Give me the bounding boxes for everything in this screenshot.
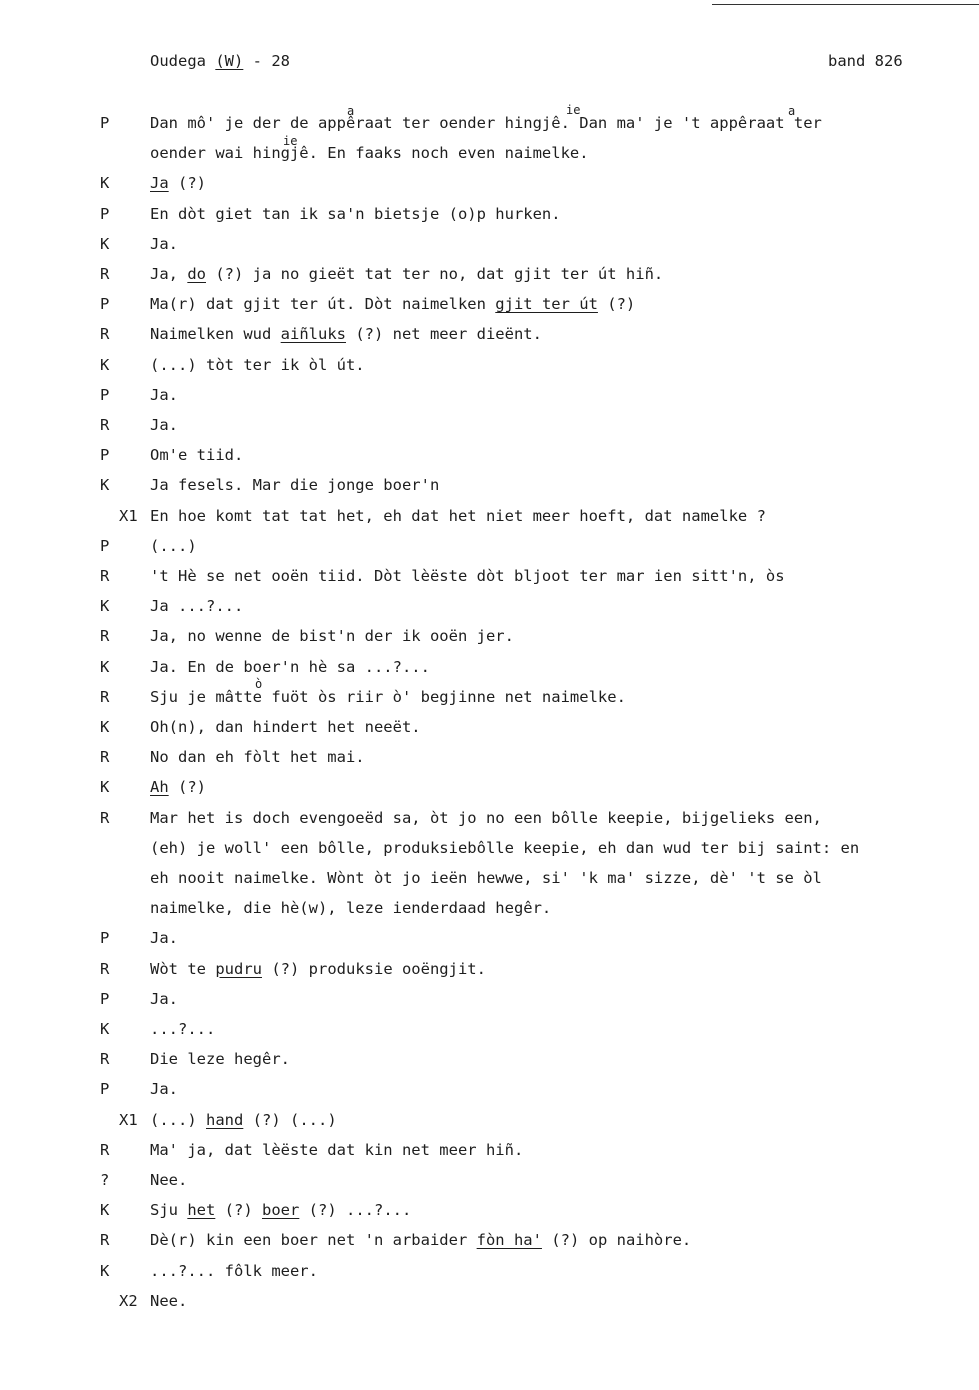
speaker-code: ? — [100, 1171, 110, 1189]
transcript-line — [0, 112, 979, 134]
utterance-segment: Naimelken wud — [150, 325, 281, 344]
transcript-line — [0, 1048, 979, 1070]
underlined-word: fòn ha' — [476, 1231, 542, 1250]
transcript-line — [0, 384, 979, 406]
speaker-code: P — [100, 929, 110, 948]
utterance-segment: ...?... fôlk meer. — [150, 1261, 318, 1280]
utterance-text — [150, 1229, 691, 1251]
utterance-text — [150, 595, 243, 617]
utterance-segment: Ja fesels. Mar die jonge boer'n — [150, 476, 440, 495]
transcript-line — [0, 1109, 979, 1131]
utterance-text — [150, 1018, 215, 1040]
transcript-line — [0, 1290, 979, 1312]
speaker-code: K — [100, 174, 110, 193]
speaker-code: R — [100, 808, 110, 827]
utterance-segment: (?) net meer dieënt. — [345, 325, 542, 344]
underlined-word: hand — [206, 1110, 244, 1129]
underlined-word: Ja — [150, 174, 169, 193]
speaker-code: K — [100, 1201, 110, 1220]
transcript-line — [0, 1078, 979, 1100]
underlined-word: Ah — [150, 778, 169, 797]
utterance-segment: Mar het is doch evengoeëd sa, òt jo no een bôlle keepie, bijgelieks een, — [150, 808, 822, 827]
utterance-text — [150, 807, 822, 829]
transcript-line — [0, 927, 979, 949]
superscript-marker: ie — [566, 103, 581, 117]
utterance-text — [150, 1048, 290, 1070]
utterance-segment: Ja. — [150, 416, 178, 434]
utterance-text — [150, 565, 785, 587]
utterance-text — [150, 505, 766, 527]
speaker-code: K — [100, 597, 110, 616]
utterance-text — [150, 716, 421, 738]
utterance-text — [150, 142, 589, 164]
transcript-line — [0, 1139, 979, 1161]
transcript-line — [0, 686, 979, 708]
transcript-line — [0, 867, 979, 889]
superscript-marker: ò — [255, 677, 263, 691]
utterance-segment: Oh(n), dan hindert het neeët. — [150, 718, 421, 736]
transcript-line — [0, 323, 979, 345]
speaker-code: X1 — [119, 506, 138, 525]
utterance-segment: Dè(r) kin een boer net 'n arbaider — [150, 1231, 477, 1250]
transcript-line — [0, 595, 979, 617]
utterance-segment: (?) (...) — [243, 1110, 337, 1129]
utterance-text — [150, 354, 365, 376]
speaker-code: P — [100, 204, 110, 223]
utterance-text — [150, 776, 206, 798]
speaker-code: K — [100, 657, 110, 676]
speaker-code: K — [100, 718, 110, 736]
utterance-segment: Ja, no wenne de bist'n der ik ooën jer. — [150, 627, 514, 646]
utterance-text — [150, 203, 561, 225]
utterance-segment: Ja. En de boer'n hè sa ...?... — [150, 657, 430, 676]
utterance-segment: En dòt giet tan ik sa'n bietsje (o)p hurken. — [150, 204, 561, 223]
utterance-text — [150, 1109, 337, 1131]
utterance-text — [150, 444, 243, 466]
utterance-segment: Ja ...?... — [150, 597, 244, 616]
underlined-word: gjit ter út — [495, 295, 598, 314]
speaker-code: X1 — [119, 1110, 138, 1129]
transcript-line — [0, 807, 979, 829]
superscript-marker: ie — [283, 134, 298, 148]
utterance-text — [150, 1169, 187, 1191]
utterance-segment: Nee. — [150, 1291, 188, 1310]
transcript-line — [0, 746, 979, 768]
utterance-segment: ...?... — [150, 1020, 216, 1038]
speaker-code: X2 — [119, 1291, 138, 1310]
speaker-code: R — [100, 567, 110, 585]
speaker-code: P — [100, 385, 110, 404]
speaker-code: P — [100, 446, 110, 465]
utterance-text — [150, 958, 486, 980]
utterance-segment: (?) — [215, 1201, 262, 1220]
utterance-segment: (?) op naihòre. — [541, 1231, 692, 1250]
transcript-line — [0, 474, 979, 496]
transcript-line — [0, 1169, 979, 1191]
transcript-line — [0, 565, 979, 587]
utterance-text — [150, 656, 430, 678]
utterance-segment: Sju — [150, 1201, 188, 1220]
transcript-line — [0, 958, 979, 980]
utterance-segment: En hoe komt tat tat het, eh dat het niet meer hoeft, dat namelke ? — [150, 506, 766, 525]
utterance-segment: Ma(r) dat gjit ter út. Dòt naimelken — [150, 295, 496, 314]
utterance-segment: Ja. — [150, 989, 178, 1008]
utterance-segment: Sju je mâtte fuöt òs riir ò' begjinne net naimelke. — [150, 687, 626, 706]
transcript-line — [0, 776, 979, 798]
utterance-segment: Ja, — [150, 265, 188, 283]
speaker-code: K — [100, 355, 110, 374]
speaker-code: R — [100, 265, 110, 283]
transcript-line — [0, 1260, 979, 1282]
utterance-segment: Ja. — [150, 385, 178, 404]
underlined-word: het — [187, 1201, 216, 1220]
utterance-segment: (eh) je woll' een bôlle, produksiebôlle keepie, eh dan wud ter bij saint: en — [150, 838, 860, 857]
utterance-segment: (?) ...?... — [299, 1201, 412, 1220]
utterance-segment: (...) — [150, 536, 197, 555]
transcript-line — [0, 203, 979, 225]
speaker-code: R — [100, 627, 110, 646]
underlined-word: boer — [262, 1201, 300, 1220]
utterance-text — [150, 867, 822, 889]
utterance-segment: (?) — [168, 778, 206, 797]
superscript-marker: a — [788, 104, 796, 118]
utterance-text — [150, 474, 439, 496]
utterance-text — [150, 293, 635, 315]
transcript-line — [0, 354, 979, 376]
utterance-text — [150, 1199, 411, 1221]
transcript-line — [0, 414, 979, 436]
utterance-segment: (...) tòt ter ik òl út. — [150, 355, 365, 374]
utterance-text — [150, 233, 178, 255]
utterance-segment: (?) ja no gieët tat ter no, dat gjit ter út hiñ. — [206, 265, 664, 283]
utterance-segment: Om'e tiid. — [150, 446, 244, 465]
transcript-line — [0, 988, 979, 1010]
speaker-code: P — [100, 989, 110, 1008]
utterance-segment: Nee. — [150, 1171, 188, 1189]
transcript-line — [0, 1199, 979, 1221]
speaker-code: K — [100, 1020, 110, 1038]
utterance-segment: (?) — [597, 295, 636, 314]
utterance-text — [150, 323, 542, 345]
superscript-marker: a — [347, 104, 355, 118]
speaker-code: P — [100, 295, 110, 314]
utterance-text — [150, 927, 178, 949]
utterance-segment: Ja. — [150, 929, 178, 948]
utterance-segment: (...) — [150, 1110, 206, 1129]
utterance-segment: eh nooit naimelke. Wònt òt jo ieën hewwe, si' 'k ma' sizze, dè' 't se òl — [150, 869, 822, 887]
utterance-segment: (?) — [168, 174, 206, 193]
underlined-word: do — [187, 265, 206, 283]
transcript-line — [0, 837, 979, 859]
utterance-segment: oender wai hingjê. En faaks noch even naimelke. — [150, 144, 589, 163]
speaker-code: K — [100, 234, 110, 253]
utterance-text — [150, 172, 206, 194]
utterance-text — [150, 384, 178, 406]
utterance-text — [150, 414, 178, 436]
transcript-line — [0, 444, 979, 466]
speaker-code: R — [100, 959, 110, 978]
speaker-code: R — [100, 1231, 110, 1250]
transcript-line — [0, 897, 979, 919]
transcript-line — [0, 142, 979, 164]
utterance-text — [150, 746, 365, 768]
utterance-text — [150, 263, 663, 285]
transcript-line — [0, 1229, 979, 1251]
utterance-segment: Ja. — [150, 1080, 178, 1099]
transcript-line — [0, 505, 979, 527]
utterance-text — [150, 897, 551, 919]
speaker-code: R — [100, 416, 110, 434]
transcript-line — [0, 172, 979, 194]
utterance-segment: Ja. — [150, 234, 178, 253]
utterance-text — [150, 1078, 178, 1100]
transcript-line — [0, 656, 979, 678]
utterance-text — [150, 625, 514, 647]
transcript-line — [0, 293, 979, 315]
utterance-segment: (?) produksie ooëngjit. — [262, 959, 486, 978]
speaker-code: P — [100, 1080, 110, 1099]
transcript-line — [0, 263, 979, 285]
utterance-segment: Dan mô' je der de appêraat ter oender hingjê. Dan ma' je 't appêraat ter — [150, 114, 822, 132]
transcript-location: Oudega (W) - 28 — [150, 52, 290, 70]
tape-number: band 826 — [828, 52, 903, 70]
speaker-code: R — [100, 1050, 110, 1069]
utterance-text — [150, 988, 178, 1010]
transcript-line — [0, 1018, 979, 1040]
speaker-code: R — [100, 748, 110, 767]
speaker-code: K — [100, 1261, 110, 1280]
speaker-code: R — [100, 687, 110, 706]
utterance-text — [150, 1139, 523, 1161]
transcript-line — [0, 625, 979, 647]
speaker-code: R — [100, 325, 110, 344]
speaker-code: R — [100, 1140, 110, 1159]
transcript-line — [0, 233, 979, 255]
utterance-segment: naimelke, die hè(w), leze ienderdaad hegêr. — [150, 899, 552, 918]
transcript-line — [0, 716, 979, 738]
utterance-segment: No dan eh fòlt het mai. — [150, 748, 365, 767]
utterance-segment: Ma' ja, dat lèëste dat kin net meer hiñ. — [150, 1140, 524, 1159]
speaker-code: P — [100, 536, 110, 555]
speaker-code: P — [100, 114, 110, 132]
speaker-code: K — [100, 476, 110, 495]
utterance-segment: 't Hè se net ooën tiid. Dòt lèëste dòt bljoot ter mar ien sitt'n, òs — [150, 567, 785, 585]
underlined-word: aiñluks — [280, 325, 346, 344]
utterance-text — [150, 1260, 318, 1282]
speaker-code: K — [100, 778, 110, 797]
utterance-text — [150, 837, 859, 859]
underlined-word: pudru — [215, 959, 262, 978]
utterance-segment: Wòt te — [150, 959, 216, 978]
utterance-text — [150, 112, 822, 134]
transcript-line — [0, 535, 979, 557]
utterance-text — [150, 1290, 187, 1312]
utterance-text — [150, 535, 197, 557]
utterance-segment: Die leze hegêr. — [150, 1050, 290, 1069]
utterance-text — [150, 686, 626, 708]
